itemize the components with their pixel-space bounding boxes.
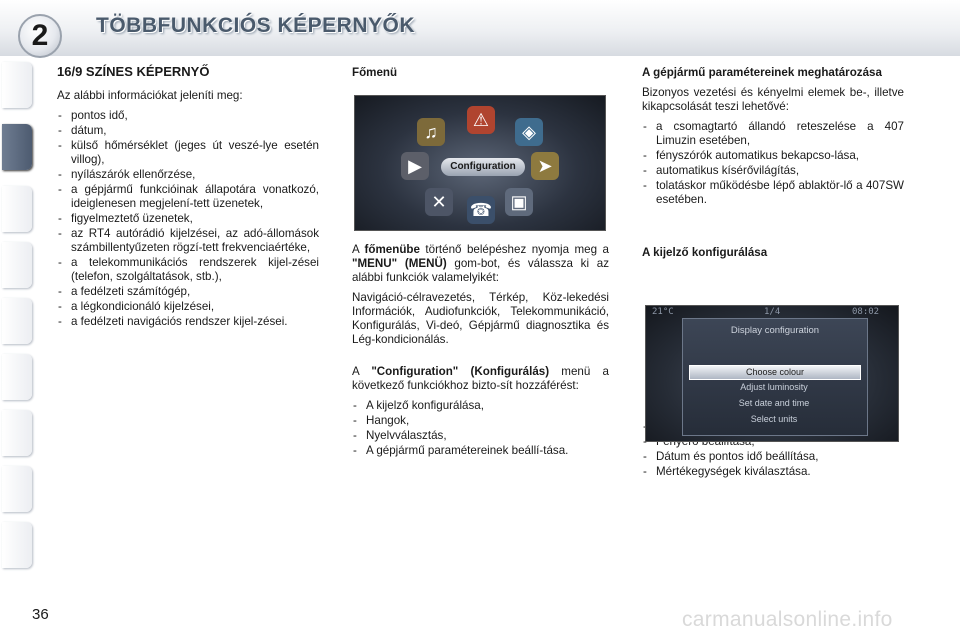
section-title-color-screen: 16/9 SZÍNES KÉPERNYŐ (57, 64, 210, 79)
telephone-icon: ☎ (467, 196, 495, 224)
spacer (642, 208, 904, 246)
text-run: történő belépéshez nyomja meg a (419, 243, 609, 256)
list-item: - a fedélzeti számítógép, (57, 285, 319, 299)
chapter-tab-7[interactable] (2, 410, 32, 456)
list-item: - Hangok, (352, 414, 609, 428)
page-indicator: 1/4 (764, 307, 781, 317)
music-icon: ♫ (417, 118, 445, 146)
menu-item-set-date-time[interactable]: Set date and time (738, 398, 810, 408)
list-item: - a gépjármű funkcióinak állapotára vonatkozó, ideiglenesen megjelení-tett üzenetek, (57, 183, 319, 211)
list-item: - külső hőmérséklet (jeges út veszé-lye esetén villog), (57, 139, 319, 167)
list-item: - fényszórók automatikus bekapcso-lása, (642, 149, 904, 163)
main-menu-screen-photo (354, 95, 606, 231)
video-icon: ▶ (401, 152, 429, 180)
text-run-bold: "MENU" (MENÜ) (352, 257, 447, 270)
info-list (57, 109, 319, 329)
chapter-tab-5[interactable] (2, 298, 32, 344)
dialog-title: Display configuration (730, 325, 820, 336)
list-item: - a fedélzeti navigációs rendszer kijel-zései. (57, 315, 319, 329)
list-item: - A gépjármű paramétereinek beállí-tása. (352, 444, 609, 458)
list-item: - dátum, (57, 124, 319, 138)
car-diagnosis-icon: ▣ (505, 188, 533, 216)
clock-readout: 08:02 (852, 307, 880, 317)
menu-item-adjust-luminosity[interactable]: Adjust luminosity (740, 382, 808, 392)
list-item: - a csomagtartó állandó reteszelése a 407 Limuzin esetében, (642, 120, 904, 148)
chapter-number-badge: 2 (18, 14, 62, 58)
watermark: carmanualsonline.info (682, 608, 893, 631)
list-item: - Mértékegységek kiválasztása. (642, 465, 904, 479)
text-run: A (352, 365, 372, 378)
list-item: - a telekommunikációs rendszerek kijel-zései (telefon, szolgáltatások, stb.), (57, 256, 319, 284)
menu-item-select-units[interactable]: Select units (750, 414, 798, 424)
chapter-tab-3[interactable] (2, 186, 32, 232)
list-item: - figyelmeztető üzenetek, (57, 212, 319, 226)
configuration-paragraph (352, 365, 609, 393)
page-number: 36 (32, 606, 49, 623)
chapter-title: TÖBBFUNKCIÓS KÉPERNYŐK (96, 14, 416, 37)
column-left (57, 65, 319, 330)
text-run: A (352, 243, 365, 256)
text-run: menü a következő funkciókhoz bizto-sít hozzáférést: (352, 365, 609, 392)
text-run-bold: főmenübe (364, 243, 420, 256)
list-item: - A kijelző konfigurálása, (352, 399, 609, 413)
list-item: - az RT4 autórádió kijelzései, az adó-állomások számbillentyűzeten rögzí-tett frekvenciaértéke, (57, 227, 319, 255)
list-item: - automatikus kísérővilágítás, (642, 164, 904, 178)
temperature-readout: 21°C (652, 307, 674, 317)
warning-icon: ⚠ (467, 106, 495, 134)
chapter-tab-6[interactable] (2, 354, 32, 400)
chapter-tab-1[interactable] (2, 62, 32, 108)
display-configuration-screen-photo (645, 305, 899, 442)
section-title-display-configuration: A kijelző konfigurálása (642, 246, 768, 259)
chapter-tabs (0, 62, 34, 574)
tools-icon: ✕ (425, 188, 453, 216)
page-header (0, 0, 960, 56)
list-item: - nyílászárók ellenőrzése, (57, 168, 319, 182)
chapter-tab-2-active[interactable] (2, 124, 32, 170)
section-title-vehicle-parameters: A gépjármű paramétereinek meghatározása (642, 66, 882, 79)
list-item: - Nyelvválasztás, (352, 429, 609, 443)
display-configuration-dialog (682, 318, 868, 436)
spacer (352, 353, 609, 365)
list-item: - tolatáskor működésbe lépő ablaktör-lő a 407SW esetében. (642, 179, 904, 207)
chapter-tab-9[interactable] (2, 522, 32, 568)
configuration-list (352, 399, 609, 458)
text-run-bold: "Configuration" (Konfigurálás) (371, 365, 550, 378)
navigation-icon: ➤ (531, 152, 559, 180)
map-icon: ◈ (515, 118, 543, 146)
menu-item-choose-colour[interactable]: Choose colour (689, 365, 861, 380)
intro-text: Az alábbi információkat jeleníti meg: (57, 89, 243, 102)
list-item: - a légkondicionáló kijelzései, (57, 300, 319, 314)
chapter-tab-4[interactable] (2, 242, 32, 288)
main-menu-paragraph (352, 243, 609, 285)
section-title-main-menu: Főmenü (352, 66, 398, 79)
chapter-tab-8[interactable] (2, 466, 32, 512)
configuration-label: Configuration (441, 158, 525, 176)
list-item: - Dátum és pontos idő beállítása, (642, 450, 904, 464)
vehicle-parameters-list (642, 120, 904, 207)
text-run: gom-bot, és válassza ki az alábbi funkciók valamelyikét: (352, 257, 609, 284)
vehicle-parameters-intro: Bizonyos vezetési és kényelmi elemek be-, illetve kikapcsolását teszi lehetővé: (642, 86, 904, 113)
list-item: - pontos idő, (57, 109, 319, 123)
menu-functions-paragraph: Navigáció-célravezetés, Térkép, Köz-lekedési Információk, Audiofunkciók, Telekommunikáció, Konfigurálás, Vi-deó, Gépjármű diagnosztika és Lég-kondicionálás. (352, 291, 609, 346)
